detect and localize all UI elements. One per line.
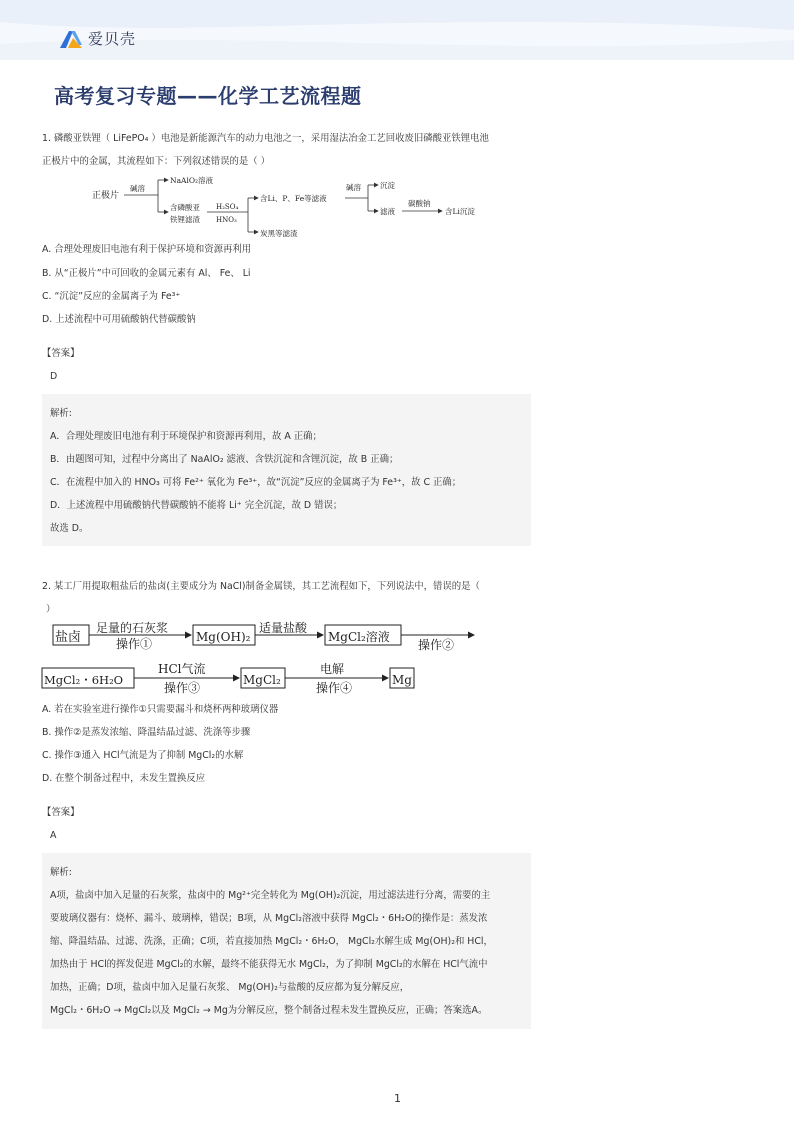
- q1-analysis-heading: 解析:: [50, 408, 72, 419]
- q2-analysis-heading: 解析:: [50, 867, 72, 878]
- q1-analysis-line: B．由题图可知，过程中分离出了 NaAlO₂ 滤液、含铁沉淀和含锂沉淀，故 B 正确；: [50, 454, 399, 465]
- q2-stem-line1: 2. 某工厂用提取粗盐后的盐卤(主要成分为 NaCl)制备金属镁，其工艺流程如下，下列说法中，错误的是（: [42, 581, 480, 592]
- q1-node-filtrate: 滤液: [380, 207, 395, 216]
- q2-analysis-line: 缩、降温结晶、过滤、洗涤，正确；C项，若直接加热 MgCl₂・6H₂O， MgCl₂水解生成 Mg(OH)₂和 HCl，: [50, 936, 493, 947]
- q2-label-op3: 操作③: [164, 681, 201, 695]
- page-number: 1: [394, 1092, 401, 1105]
- q2-analysis-line: 加热，正确；D项，盐卤中加入足量石灰浆、 Mg(OH)₂与盐酸的反应都为复分解反应，: [50, 982, 410, 993]
- q1-node-naalo2: NaAlO₂溶液: [170, 176, 214, 185]
- q1-option-b: B. 从“正极片”中可回收的金属元素有 Al、 Fe、 Li: [42, 268, 251, 279]
- q1-label-na2co3: 碳酸钠: [408, 199, 431, 208]
- q1-label-reagent-bottom: HNO₃: [216, 216, 237, 224]
- q1-label-reagent-top: H₂SO₄: [216, 203, 239, 211]
- q1-node-solution: 含Li、P、Fe等滤液: [260, 194, 327, 203]
- q1-analysis-line: 故选 D。: [50, 523, 89, 534]
- q1-option-a: A. 合理处理废旧电池有利于保护环境和资源再利用: [42, 244, 252, 255]
- q2-flow-diagram: [40, 618, 480, 700]
- q2-label-electrolysis: 电解: [320, 662, 345, 676]
- q2-option-c: C. 操作③通入 HCl气流是为了抑制 MgCl₂的水解: [42, 750, 244, 761]
- brand-logo-icon: [58, 29, 84, 49]
- q2-analysis-line: 加热由于 HCl的挥发促进 MgCl₂的水解，最终不能获得无水 MgCl₂，为了抑制 MgCl₂的水解在 HCl气流中: [50, 959, 488, 970]
- q2-label-op1: 操作①: [116, 637, 153, 651]
- q1-answer: D: [50, 371, 58, 382]
- q2-answer-label: 【答案】: [42, 807, 80, 818]
- q1-stem-line1: 1. 磷酸亚铁锂（ LiFePO₄ ）电池是新能源汽车的动力电池之一，采用湿法冶金工艺回收废旧磷酸亚铁锂电池: [42, 133, 489, 144]
- q1-stem-line2: 正极片中的金属，其流程如下：下列叙述错误的是（ ）: [42, 156, 270, 167]
- q2-option-d: D. 在整个制备过程中，未发生置换反应: [42, 773, 206, 784]
- q2-stem-line2: ）: [46, 604, 56, 615]
- q1-node-precipitate: 沉淀: [380, 181, 395, 190]
- q2-label-op2: 操作②: [418, 638, 455, 652]
- q2-node-mgoh2: Mg(OH)₂: [196, 630, 251, 644]
- q2-label-lime: 足量的石灰浆: [96, 621, 169, 635]
- q1-answer-label: 【答案】: [42, 348, 80, 359]
- q2-label-hcl-acid: 适量盐酸: [259, 621, 308, 635]
- q2-analysis-line: A项，盐卤中加入足量的石灰浆，盐卤中的 Mg²⁺完全转化为 Mg(OH)₂沉淀，用过滤法进行分离，需要的主: [50, 890, 491, 901]
- q2-node-hydrate: MgCl₂・6H₂O: [44, 673, 124, 687]
- q1-label-alkali2: 碱溶: [346, 183, 361, 192]
- q1-option-d: D. 上述流程中可用硫酸钠代替碳酸钠: [42, 314, 196, 325]
- q1-flow-diagram: [90, 170, 490, 240]
- q1-analysis-line: A．合理处理废旧电池有利于环境保护和资源再利用，故 A 正确；: [50, 431, 322, 442]
- q1-node-residue: 含磷酸亚: [170, 203, 200, 212]
- brand-name: 爱贝壳: [88, 30, 137, 48]
- q1-node-start: 正极片: [92, 191, 120, 201]
- q2-node-mgcl2: MgCl₂: [243, 673, 281, 687]
- q2-label-hcl-gas: HCl气流: [158, 662, 206, 676]
- q1-analysis-line: D．上述流程中用硫酸钠代替碳酸钠不能将 Li⁺ 完全沉淀，故 D 错误；: [50, 500, 343, 511]
- brand-logo: [58, 28, 136, 49]
- q2-node-mg: Mg: [392, 673, 412, 687]
- q2-node-mgcl2-solution: MgCl₂溶液: [328, 630, 390, 644]
- page-title: 高考复习专题——化学工艺流程题: [54, 84, 362, 108]
- q2-option-b: B. 操作②是蒸发浓缩、降温结晶过滤、洗涤等步骤: [42, 727, 251, 738]
- q1-label-alkali1: 碱溶: [130, 184, 145, 193]
- q2-node-brine: 盐卤: [55, 630, 82, 645]
- q1-node-carbon: 炭黑等滤渣: [260, 229, 298, 238]
- q2-option-a: A. 若在实验室进行操作①只需要漏斗和烧杯两种玻璃仪器: [42, 704, 279, 715]
- q1-option-c: C. “沉淀”反应的金属离子为 Fe³⁺: [42, 291, 181, 302]
- q2-label-op4: 操作④: [316, 681, 353, 695]
- q1-analysis-line: C．在流程中加入的 HNO₃ 可将 Fe²⁺ 氧化为 Fe³⁺，故“沉淀”反应的金属离子为 Fe³⁺，故 C 正确；: [50, 477, 462, 488]
- q2-analysis-line: MgCl₂・6H₂O → MgCl₂以及 MgCl₂ → Mg为分解反应，整个制备过程未发生置换反应，正确；答案选A。: [50, 1005, 488, 1016]
- q2-answer: A: [50, 830, 57, 841]
- q1-node-li-precip: 含Li沉淀: [445, 207, 475, 216]
- q2-analysis-line: 要玻璃仪器有：烧杯、漏斗、玻璃棒，错误；B项，从 MgCl₂溶液中获得 MgCl₂・6H₂O的操作是：蒸发浓: [50, 913, 488, 924]
- q1-analysis-box: [42, 394, 531, 546]
- q1-node-residue2: 铁锂滤渣: [170, 215, 200, 224]
